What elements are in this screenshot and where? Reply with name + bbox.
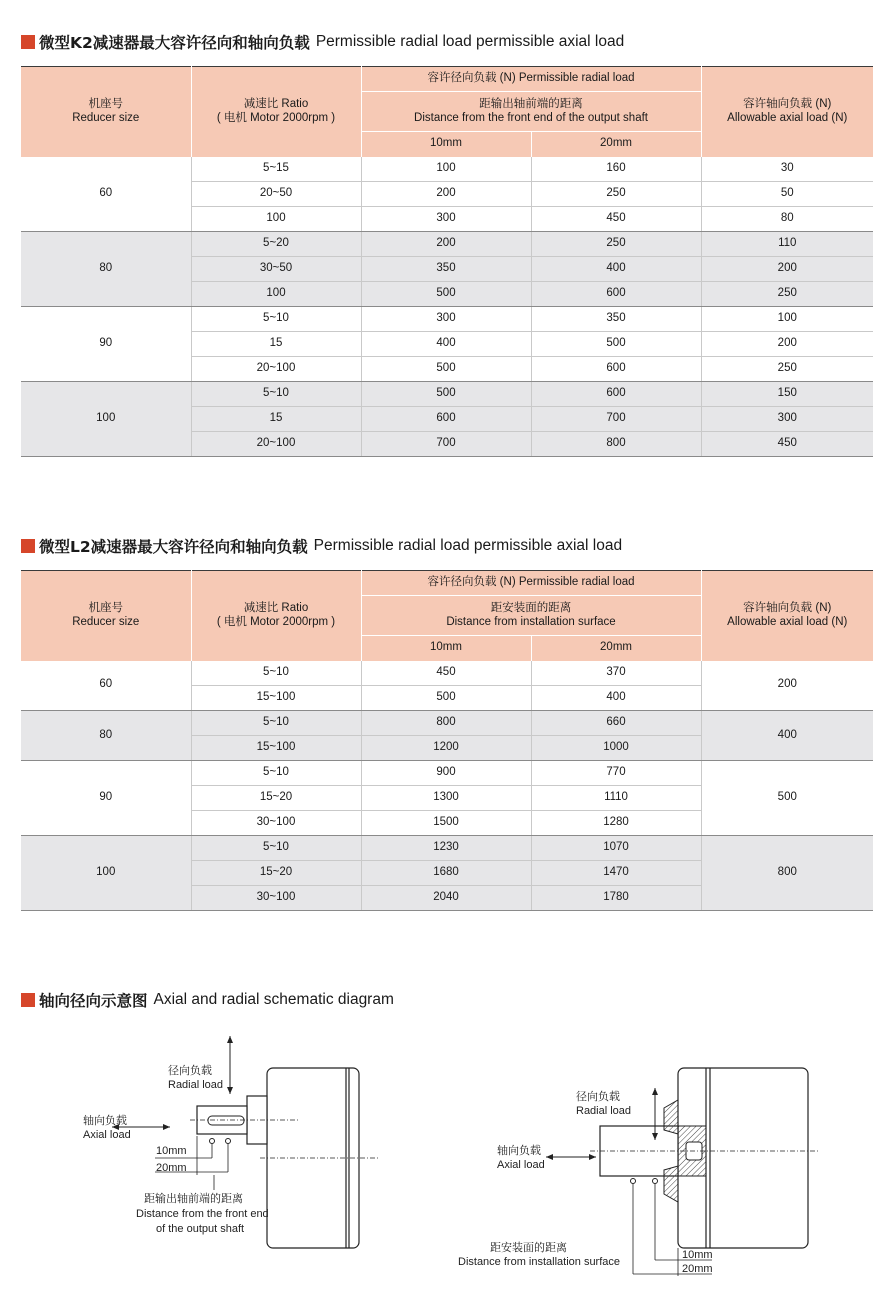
table-row: [21, 761, 873, 786]
right-dist-10: 10mm: [682, 1249, 713, 1261]
k2-title-zh: 微型K2减速器最大容许径向和轴向负载: [39, 34, 310, 52]
left-dist-20: 20mm: [156, 1162, 187, 1174]
axial-header-en: Allowable axial load (N): [727, 111, 848, 124]
radial-10mm-cell: 350: [361, 257, 531, 282]
radial-10mm-cell: 200: [361, 232, 531, 257]
axial-load-cell: 250: [701, 282, 873, 307]
axial-load-header: [701, 67, 873, 157]
axial-load-cell: 100: [701, 307, 873, 332]
bullet-square-icon: [21, 993, 35, 1007]
ratio-cell: 5~20: [191, 232, 361, 257]
distance-header: [361, 92, 701, 132]
right-dist-20: 20mm: [682, 1263, 713, 1275]
right-axial-zh: 轴向负载: [497, 1145, 541, 1157]
ratio-cell: 15~100: [191, 686, 361, 711]
radial-10mm-cell: 800: [361, 711, 531, 736]
table-row: [21, 711, 873, 736]
radial-20mm-cell: 1280: [531, 811, 701, 836]
radial-10mm-cell: 500: [361, 282, 531, 307]
bullet-square-icon: [21, 35, 35, 49]
ratio-header-sub: ( 电机 Motor 2000rpm ): [216, 615, 336, 628]
radial-20mm-cell: 250: [531, 232, 701, 257]
ratio-cell: 15~20: [191, 861, 361, 886]
ratio-cell: 5~10: [191, 711, 361, 736]
reducer-size-cell: 80: [21, 232, 191, 307]
radial-20mm-cell: 1070: [531, 836, 701, 861]
table-row: [21, 232, 873, 257]
radial-20mm-cell: 450: [531, 207, 701, 232]
k2-section-title: [21, 31, 624, 53]
right-dist-zh: 距安装面的距离: [490, 1242, 567, 1254]
table-row: [21, 382, 873, 407]
ratio-cell: 15: [191, 332, 361, 357]
radial-10mm-cell: 1200: [361, 736, 531, 761]
distance-header-en: Distance from installation surface: [446, 615, 616, 628]
ratio-cell: 5~10: [191, 661, 361, 686]
radial-20mm-cell: 1110: [531, 786, 701, 811]
radial-20mm-cell: 600: [531, 382, 701, 407]
l2-title-en: Permissible radial load permissible axial load: [313, 537, 623, 554]
ratio-cell: 5~15: [191, 157, 361, 182]
left-dist-en-1: Distance from the front end: [136, 1208, 269, 1220]
radial-10mm-cell: 700: [361, 432, 531, 457]
col-20mm-header: 20mm: [531, 132, 701, 157]
radial-20mm-cell: 600: [531, 282, 701, 307]
radial-10mm-cell: 100: [361, 157, 531, 182]
ratio-cell: 20~100: [191, 357, 361, 382]
radial-10mm-cell: 1230: [361, 836, 531, 861]
radial-10mm-cell: 900: [361, 761, 531, 786]
radial-20mm-cell: 350: [531, 307, 701, 332]
ratio-cell: 30~50: [191, 257, 361, 282]
k2-title-en: Permissible radial load permissible axial load: [315, 33, 625, 50]
ratio-cell: 5~10: [191, 836, 361, 861]
axial-header-zh: 容许轴向负载 (N): [743, 601, 832, 614]
radial-20mm-cell: 700: [531, 407, 701, 432]
radial-load-header: 容许径向负载 (N) Permissible radial load: [361, 67, 701, 92]
left-dist-zh: 距输出轴前端的距离: [144, 1193, 243, 1205]
radial-10mm-cell: 500: [361, 357, 531, 382]
axial-load-cell: 50: [701, 182, 873, 207]
radial-10mm-cell: 2040: [361, 886, 531, 911]
reducer-size-cell: 100: [21, 382, 191, 457]
k2-load-table: [21, 66, 873, 457]
radial-20mm-cell: 160: [531, 157, 701, 182]
radial-10mm-cell: 600: [361, 407, 531, 432]
axial-load-cell: 800: [701, 836, 873, 911]
left-axial-zh: 轴向负载: [83, 1115, 127, 1127]
diagram-section-title: [21, 989, 394, 1011]
size-header-zh: 机座号: [88, 97, 123, 110]
left-axial-en: Axial load: [83, 1129, 131, 1141]
axial-radial-schematic: [0, 1030, 890, 1300]
left-schematic: [83, 1036, 380, 1248]
axial-load-cell: 200: [701, 661, 873, 711]
table-row: [21, 307, 873, 332]
radial-10mm-cell: 200: [361, 182, 531, 207]
distance-header-zh: 距输出轴前端的距离: [479, 97, 583, 110]
ratio-cell: 15~100: [191, 736, 361, 761]
radial-10mm-cell: 1680: [361, 861, 531, 886]
right-dist-en: Distance from installation surface: [458, 1256, 621, 1268]
ratio-cell: 5~10: [191, 761, 361, 786]
axial-load-cell: 80: [701, 207, 873, 232]
table-row: [21, 157, 873, 182]
axial-header-zh: 容许轴向负载 (N): [743, 97, 832, 110]
radial-20mm-cell: 400: [531, 257, 701, 282]
left-dist-10: 10mm: [156, 1145, 187, 1157]
radial-20mm-cell: 770: [531, 761, 701, 786]
size-header-en: Reducer size: [72, 111, 140, 124]
radial-10mm-cell: 500: [361, 686, 531, 711]
radial-10mm-cell: 300: [361, 307, 531, 332]
col-10mm-header: 10mm: [361, 132, 531, 157]
ratio-cell: 20~50: [191, 182, 361, 207]
axial-load-cell: 500: [701, 761, 873, 836]
axial-load-header: [701, 571, 873, 661]
ratio-header-zh: 减速比 Ratio: [243, 97, 309, 110]
table-row: [21, 661, 873, 686]
radial-20mm-cell: 600: [531, 357, 701, 382]
ratio-cell: 30~100: [191, 811, 361, 836]
ratio-cell: 5~10: [191, 307, 361, 332]
l2-load-table: [21, 570, 873, 911]
radial-10mm-cell: 500: [361, 382, 531, 407]
radial-20mm-cell: 1780: [531, 886, 701, 911]
reducer-size-cell: 100: [21, 836, 191, 911]
col-20mm-header: 20mm: [531, 636, 701, 661]
diagram-title-zh: 轴向径向示意图: [39, 992, 148, 1010]
axial-load-cell: 200: [701, 332, 873, 357]
radial-10mm-cell: 450: [361, 661, 531, 686]
radial-20mm-cell: 1000: [531, 736, 701, 761]
ratio-cell: 5~10: [191, 382, 361, 407]
axial-load-cell: 250: [701, 357, 873, 382]
size-header-en: Reducer size: [72, 615, 140, 628]
ratio-header: [191, 67, 361, 157]
axial-load-cell: 450: [701, 432, 873, 457]
radial-20mm-cell: 500: [531, 332, 701, 357]
radial-10mm-cell: 400: [361, 332, 531, 357]
radial-20mm-cell: 660: [531, 711, 701, 736]
size-header: [21, 571, 191, 661]
axial-load-cell: 200: [701, 257, 873, 282]
ratio-cell: 15~20: [191, 786, 361, 811]
ratio-cell: 20~100: [191, 432, 361, 457]
distance-header: [361, 596, 701, 636]
distance-header-en: Distance from the front end of the output shaft: [414, 111, 648, 124]
right-schematic: [458, 1068, 820, 1276]
radial-20mm-cell: 800: [531, 432, 701, 457]
reducer-size-cell: 60: [21, 661, 191, 711]
distance-header-zh: 距安装面的距离: [490, 601, 572, 614]
table-row: [21, 836, 873, 861]
right-radial-zh: 径向负载: [576, 1091, 620, 1103]
axial-header-en: Allowable axial load (N): [727, 615, 848, 628]
reducer-size-cell: 90: [21, 307, 191, 382]
ratio-header: [191, 571, 361, 661]
radial-20mm-cell: 400: [531, 686, 701, 711]
axial-load-cell: 110: [701, 232, 873, 257]
size-header: [21, 67, 191, 157]
col-10mm-header: 10mm: [361, 636, 531, 661]
size-header-zh: 机座号: [88, 601, 123, 614]
reducer-size-cell: 80: [21, 711, 191, 761]
left-radial-en: Radial load: [168, 1079, 224, 1091]
radial-10mm-cell: 300: [361, 207, 531, 232]
ratio-cell: 30~100: [191, 886, 361, 911]
reducer-size-cell: 90: [21, 761, 191, 836]
radial-load-header: 容许径向负载 (N) Permissible radial load: [361, 571, 701, 596]
axial-load-cell: 400: [701, 711, 873, 761]
left-dist-en-2: of the output shaft: [156, 1223, 245, 1235]
ratio-cell: 100: [191, 282, 361, 307]
radial-10mm-cell: 1500: [361, 811, 531, 836]
left-radial-zh: 径向负载: [168, 1065, 212, 1077]
axial-load-cell: 150: [701, 382, 873, 407]
axial-load-cell: 300: [701, 407, 873, 432]
axial-load-cell: 30: [701, 157, 873, 182]
ratio-cell: 15: [191, 407, 361, 432]
bullet-square-icon: [21, 539, 35, 553]
l2-section-title: [21, 535, 622, 557]
ratio-cell: 100: [191, 207, 361, 232]
ratio-header-zh: 减速比 Ratio: [243, 601, 309, 614]
diagram-title-en: Axial and radial schematic diagram: [153, 991, 394, 1008]
right-radial-en: Radial load: [576, 1105, 632, 1117]
ratio-header-sub: ( 电机 Motor 2000rpm ): [216, 111, 336, 124]
radial-20mm-cell: 250: [531, 182, 701, 207]
radial-10mm-cell: 1300: [361, 786, 531, 811]
radial-20mm-cell: 370: [531, 661, 701, 686]
radial-20mm-cell: 1470: [531, 861, 701, 886]
reducer-size-cell: 60: [21, 157, 191, 232]
right-axial-en: Axial load: [497, 1159, 545, 1171]
l2-title-zh: 微型L2减速器最大容许径向和轴向负载: [39, 538, 308, 556]
